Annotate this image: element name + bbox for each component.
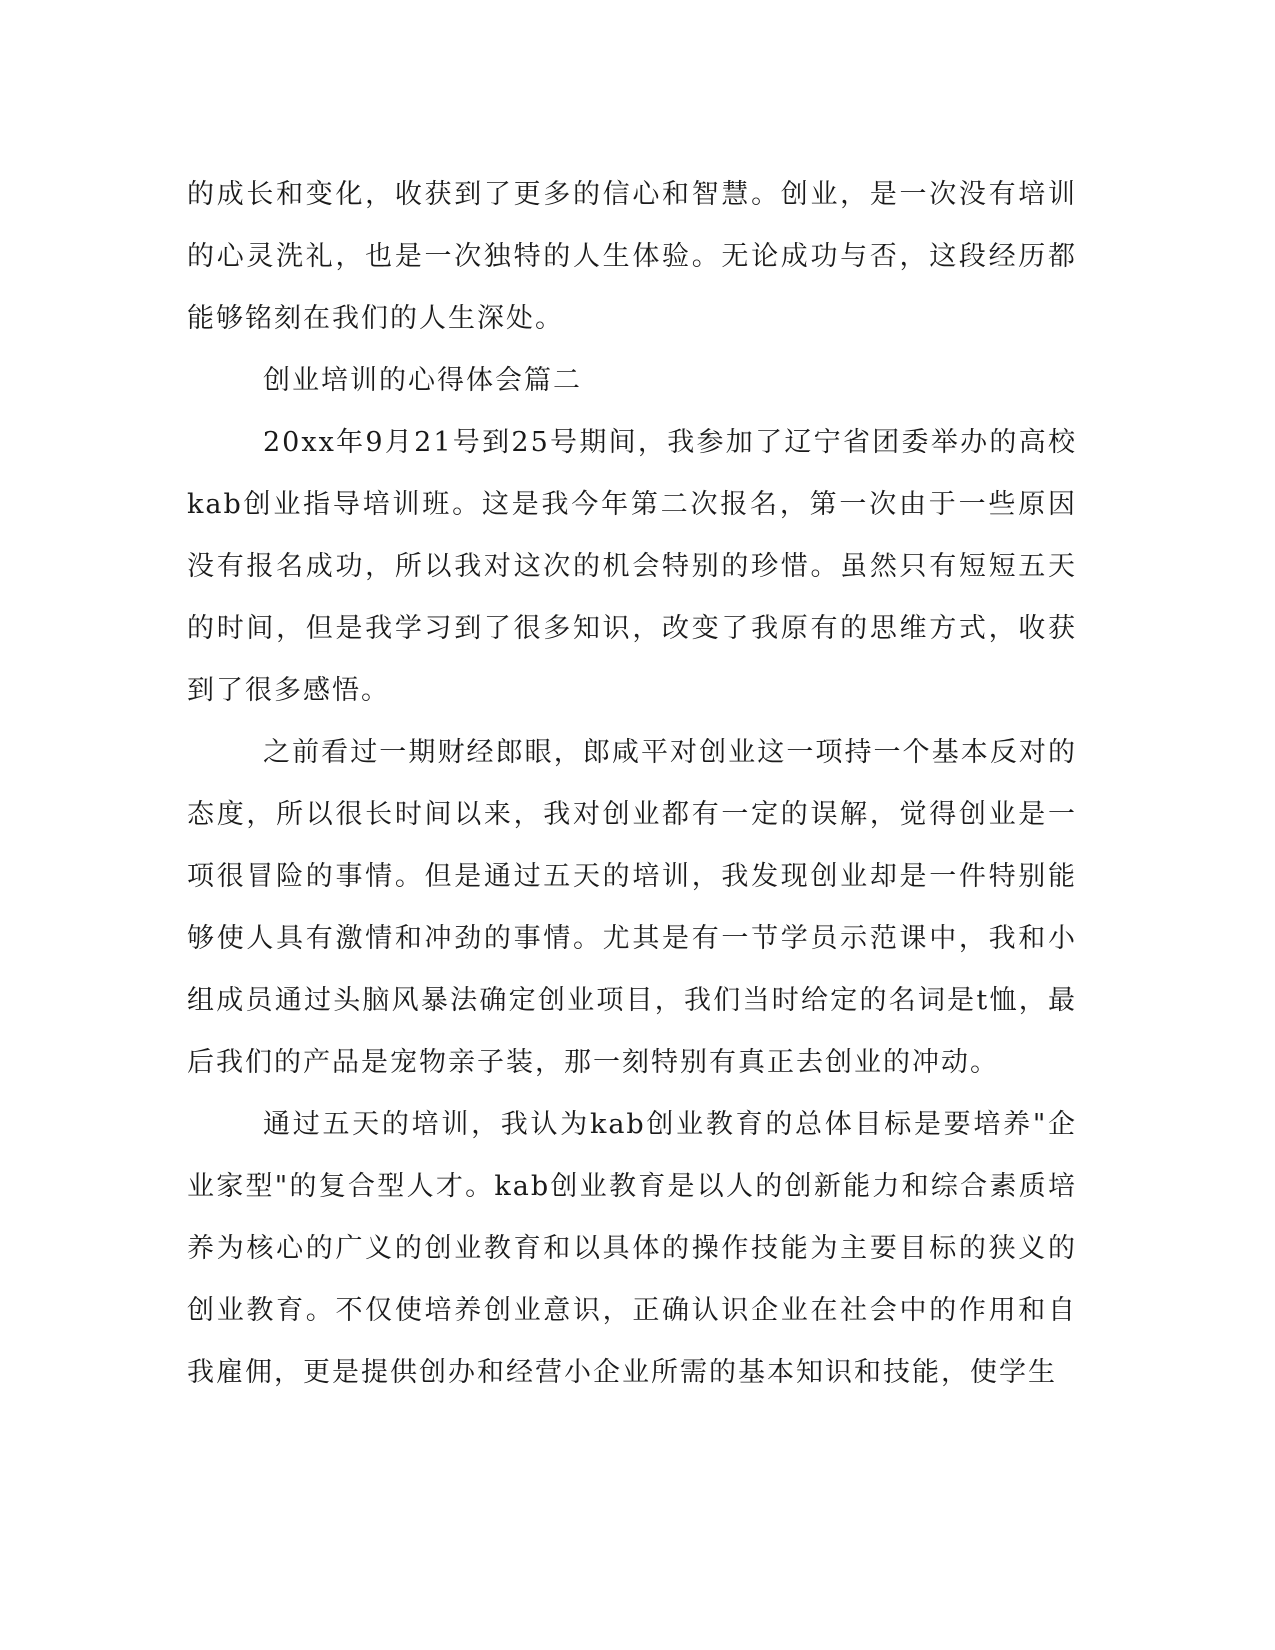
body-text	[187, 164, 1077, 1404]
paragraph-continuation: 的成长和变化，收获到了更多的信心和智慧。创业，是一次没有培训的心灵洗礼，也是一次独特的人生体验。无论成功与否，这段经历都能够铭刻在我们的人生深处。	[187, 179, 1077, 334]
section-heading: 创业培训的心得体会篇二	[263, 365, 582, 396]
paragraph-training-intro: 20xx年9月21号到25号期间，我参加了辽宁省团委举办的高校kab创业指导培训班。这是我今年第二次报名，第一次由于一些原因没有报名成功，所以我对这次的机会特别的珍惜。虽然只有短短五天的时间，但是我学习到了很多知识，改变了我原有的思维方式，收获到了很多感悟。	[187, 427, 1077, 706]
paragraph-kab-goals: 通过五天的培训，我认为kab创业教育的总体目标是要培养"企业家型"的复合型人才。kab创业教育是以人的创新能力和综合素质培养为核心的广义的创业教育和以具体的操作技能为主要目标的狭义的创业教育。不仅使培养创业意识，正确认识企业在社会中的作用和自我雇佣，更是提供创办和经营小企业所需的基本知识和技能，使学生	[187, 1109, 1077, 1388]
paragraph-perception-change: 之前看过一期财经郎眼，郎咸平对创业这一项持一个基本反对的态度，所以很长时间以来，我对创业都有一定的误解，觉得创业是一项很冒险的事情。但是通过五天的培训，我发现创业却是一件特别能够使人具有激情和冲劲的事情。尤其是有一节学员示范课中，我和小组成员通过头脑风暴法确定创业项目，我们当时给定的名词是t恤，最后我们的产品是宠物亲子装，那一刻特别有真正去创业的冲动。	[187, 737, 1077, 1078]
